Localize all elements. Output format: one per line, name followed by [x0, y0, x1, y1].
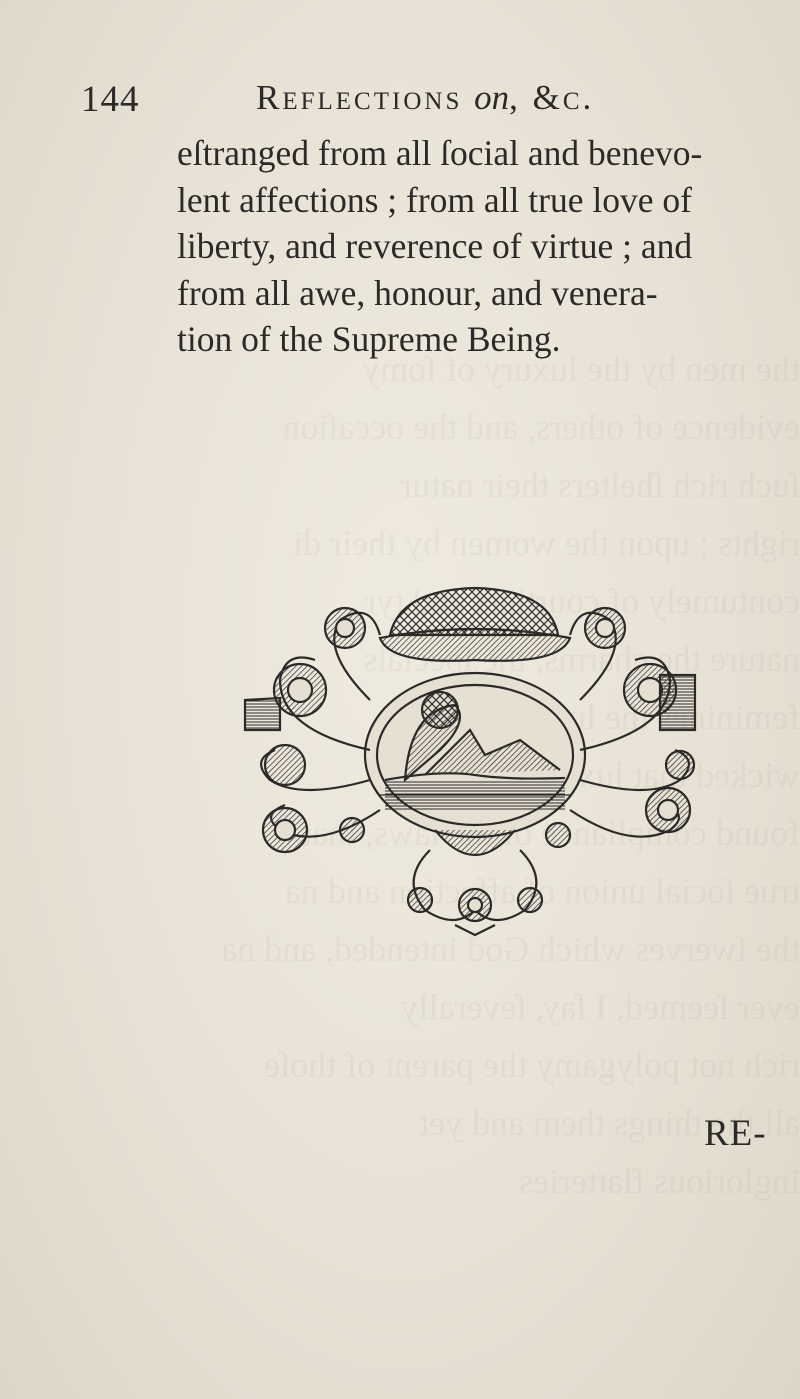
- text-line: tion of the Supreme Being.: [177, 319, 561, 359]
- page-number: 144: [81, 79, 140, 120]
- text-line: liberty, and reverence of virtue ; and: [177, 226, 693, 266]
- text-line: from all awe, honour, and venera-: [177, 272, 658, 313]
- catchword: RE-: [704, 1113, 767, 1154]
- text-line: eſtranged from all ſocial and benevo-: [177, 133, 703, 173]
- running-head-title: Reflections: [256, 78, 463, 117]
- running-head-italic: on: [474, 78, 510, 117]
- body-paragraph: [177, 130, 777, 363]
- tailpiece-ornament-icon: [240, 580, 700, 940]
- running-header: [0, 78, 800, 128]
- text-line: lent affections ; from all true love of: [177, 179, 692, 220]
- running-head: [256, 78, 594, 118]
- running-head-end: , &c.: [509, 78, 595, 117]
